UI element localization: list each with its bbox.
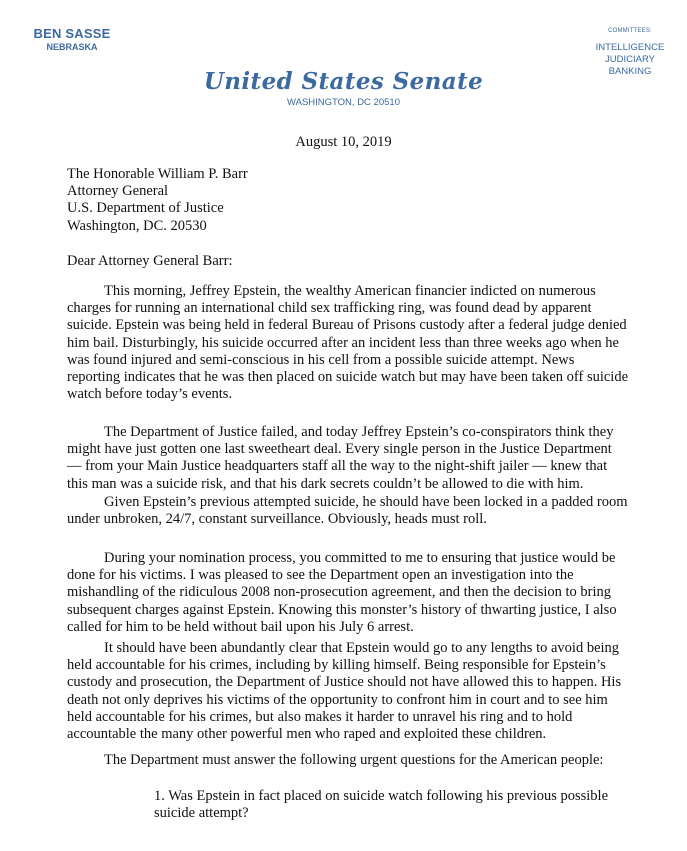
paragraph: The Department must answer the following urgent questions for the American people:: [104, 752, 604, 768]
senator-state: NEBRASKA: [46, 42, 98, 52]
committees-title: COMMITTEES:: [608, 28, 652, 34]
recipient-line: Washington, DC. 20530: [67, 217, 207, 234]
senator-block: [17, 26, 127, 52]
salutation: Dear Attorney General Barr:: [67, 253, 233, 269]
committees-block: [580, 28, 680, 78]
committee-item: JUDICIARY: [605, 54, 655, 65]
senate-letterhead: [200, 68, 487, 108]
committee-item: INTELLIGENCE: [595, 42, 665, 53]
question-item: 1. Was Epstein in fact placed on suicide watch following his previous possible suicide attempt?: [154, 788, 609, 822]
paragraph: The Department of Justice failed, and today Jeffrey Epstein’s co-conspirators think they might have just gotten one last sweetheart deal. Every single person in the Justice Department — from your Main Justice headquarters staff all the way to the night-shift jailer — knew that this man was a suicide risk, and that his dark secrets couldn’t be allowed to die with him.: [67, 424, 614, 492]
recipient-address: [67, 166, 627, 235]
paragraph: During your nomination process, you committed to me to ensuring that justice would be done for his victims. I was pleased to see the Department open an investigation into the mishandling of the ridiculous 2008 non-prosecution agreement, and then the decision to bring subsequent charges against Epstein. Knowing this monster’s history of thwarting justice, I also called for him to be held without bail upon his July 6 arrest.: [67, 550, 617, 635]
senate-title: United States Senate: [203, 68, 484, 95]
paragraph: Given Epstein’s previous attempted suicide, he should have been locked in a padded room under unbroken, 24/7, constant surveillance. Obviously, heads must roll.: [67, 494, 628, 528]
paragraph: It should have been abundantly clear that Epstein would go to any lengths to avoid being held accountable for his crimes, including by killing himself. Being responsible for Epstein’s custody and prosecution, the Department of Justice should not have allowed this to happen. His death not only deprives his victims of the opportunity to confront him in court and to see him held accountable for his crimes, but also makes it harder to unravel his ring and to hold accountable the many other powerful men who raped and exploited these children.: [67, 640, 622, 743]
letter-date: August 10, 2019: [295, 134, 392, 150]
senate-address: WASHINGTON, DC 20510: [287, 97, 400, 108]
committee-item: BANKING: [608, 66, 652, 77]
recipient-line: The Honorable William P. Barr: [67, 166, 248, 182]
paragraph: This morning, Jeffrey Epstein, the wealthy American financier indicted on numerous charges for running an international child sex trafficking ring, was found dead by apparent suicide. Epstein was being held in federal Bureau of Prisons custody after a federal judge denied him bail. Disturbingly, his suicide occurred after an incident less than three weeks ago when he was found injured and semi-conscious in his cell from a possible suicide attempt. News reporting indicates that he was then placed on suicide watch but may have been taken off suicide watch before today’s events.: [67, 283, 629, 403]
recipient-line: U.S. Department of Justice: [67, 200, 224, 217]
recipient-line: Attorney General: [67, 183, 169, 200]
senator-name: BEN SASSE: [33, 26, 111, 41]
